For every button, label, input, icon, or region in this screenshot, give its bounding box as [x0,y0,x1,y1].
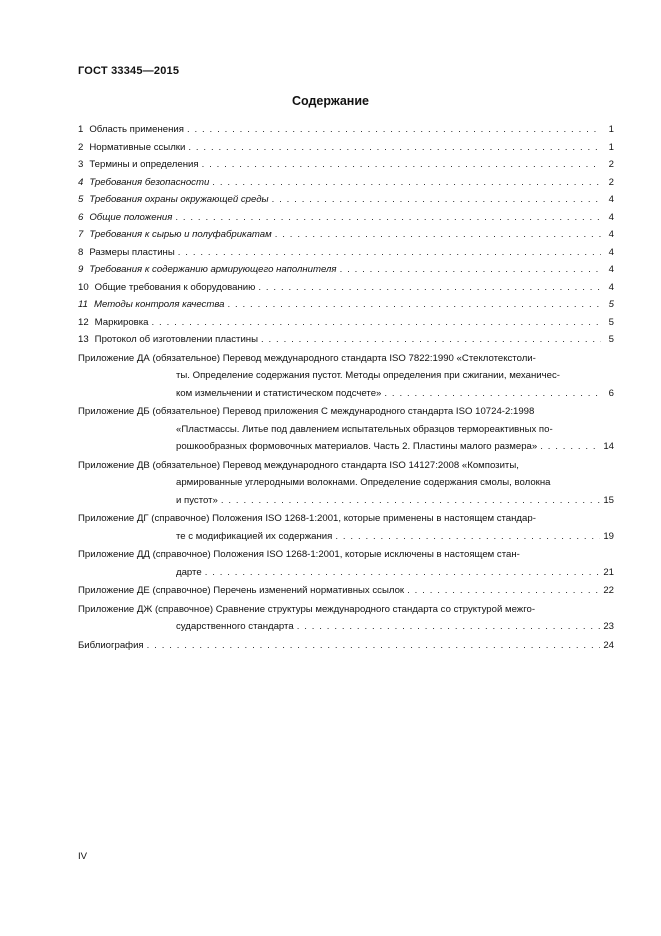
leader-dots [384,385,601,403]
entry-number: 9 [78,264,84,275]
entry-page: 15 [603,494,614,506]
toc-appendix-da[interactable] [78,350,614,403]
toc-bibliography[interactable] [78,637,614,655]
appendix-title-line: рошкообразных формовочных материалов. Часть 2. Пластины малого размера» [176,441,538,452]
entry-page: 4 [608,246,614,258]
toc-entry[interactable] [78,296,614,314]
entry-title: Требования охраны окружающей среды [89,194,269,205]
leader-dots [205,564,601,582]
entry-page: 21 [603,566,614,578]
entry-page: 22 [603,585,614,596]
appendix-heading: Приложение ДВ (обязательное) Перевод международного стандарта ISO 14127:2008 «Композиты, [78,459,519,471]
leader-dots [202,156,601,174]
toc-entry[interactable] [78,139,614,157]
entry-page: 1 [608,141,614,153]
entry-title: Область применения [89,124,184,135]
entry-number: 5 [78,194,84,205]
appendix-title-line: те с модификацией их содержания [176,530,333,542]
leader-dots [407,582,600,600]
entry-title: Термины и определения [89,159,199,170]
appendix-title-line: армированные углеродными волокнами. Определение содержания смолы, волокна [176,477,551,488]
entry-page: 6 [608,387,614,399]
entry-number: 8 [78,246,84,258]
leader-dots [540,438,600,456]
appendix-heading: Приложение ДБ (обязательное) Перевод приложения С международного стандарта ISO 10724-2:1998 [78,406,535,417]
toc-appendix-dv[interactable] [78,457,614,510]
entry-title: Маркировка [94,316,149,328]
entry-page: 4 [608,281,614,293]
appendix-title-line: дарте [176,566,202,578]
appendix-heading: Приложение ДД (справочное) Положения ISO 1268-1:2001, которые исключены в настоящем стан- [78,549,520,560]
entry-number: 11 [78,299,88,310]
appendix-heading: Приложение ДЖ (справочное) Сравнение структуры международного стандарта со структурой межго- [78,603,536,615]
appendix-heading: Приложение ДА (обязательное) Перевод международного стандарта ISO 7822:1990 «Стеклотекстоли- [78,352,536,364]
appendix-title-line: ты. Определение содержания пустот. Методы определения при сжигании, механичес- [176,370,560,381]
entry-number: 7 [78,229,84,240]
appendix-title-line: и пустот» [176,494,218,506]
entry-number: 1 [78,124,84,135]
entry-page: 5 [608,316,614,328]
toc-entry[interactable] [78,174,614,192]
appendix-title-line: сударственного стандарта [176,621,294,632]
toc-entry[interactable] [78,261,614,279]
entry-number: 3 [78,159,84,170]
toc-entry[interactable] [78,121,614,139]
entry-page: 23 [603,621,614,632]
leader-dots [258,279,601,297]
appendix-title-line: ком измельчении и статистическом подсчете» [176,387,382,399]
leader-dots [272,191,601,209]
leader-dots [147,637,601,655]
toc-entry[interactable] [78,209,614,227]
leader-dots [275,226,601,244]
toc-entry[interactable] [78,156,614,174]
entry-title: Общие положения [89,211,173,223]
entry-title: Протокол об изготовлении пластины [94,334,258,345]
leader-dots [297,618,601,636]
leader-dots [178,244,601,262]
entry-title: Методы контроля качества [93,299,225,310]
leader-dots [335,528,600,546]
entry-page: 2 [608,159,614,170]
leader-dots [152,314,601,332]
entry-number: 6 [78,211,84,223]
entry-page: 5 [608,299,614,310]
leader-dots [227,296,601,314]
page-number: IV [78,851,88,862]
toc-entry[interactable] [78,191,614,209]
entry-page: 4 [608,211,614,223]
entry-title: Требования к содержанию армирующего наполнителя [89,264,337,275]
entry-page: 19 [603,530,614,542]
toc-appendix-dzh[interactable] [78,601,614,636]
entry-number: 13 [78,334,89,345]
appendix-title-line: «Пластмассы. Литье под давлением испытательных образцов термореактивных по- [176,423,553,435]
toc-entry[interactable] [78,279,614,297]
entry-number: 12 [78,316,89,328]
leader-dots [188,139,601,157]
entry-page: 2 [608,176,614,188]
toc-entry[interactable] [78,314,614,332]
toc-entry[interactable] [78,244,614,262]
toc-appendix-dd[interactable] [78,546,614,581]
leader-dots [212,174,601,192]
document-header: ГОСТ 33345—2015 [78,65,180,77]
entry-title: Размеры пластины [89,246,175,258]
entry-page: 24 [603,639,614,651]
entry-page: 5 [608,334,614,345]
toc-appendix-db[interactable] [78,403,614,456]
entry-title: Общие требования к оборудованию [94,281,256,293]
toc-appendix-dg[interactable] [78,510,614,545]
leader-dots [221,492,600,510]
entry-page: 14 [603,441,614,452]
entry-number: 10 [78,281,89,293]
entry-title: Требования к сырью и полуфабрикатам [89,229,272,240]
entry-page: 4 [608,194,614,205]
table-of-contents [78,121,614,654]
entry-title: Требования безопасности [89,176,210,188]
leader-dots [175,209,601,227]
entry-title: Библиография [78,639,144,651]
appendix-heading: Приложение ДЕ (справочное) Перечень изменений нормативных ссылок [78,585,405,596]
toc-entry[interactable] [78,331,614,349]
entry-number: 2 [78,141,84,153]
appendix-heading: Приложение ДГ (справочное) Положения ISO 1268-1:2001, которые применены в настоящем стандар- [78,513,536,524]
entry-page: 4 [608,264,614,275]
toc-appendix-de[interactable] [78,582,614,600]
leader-dots [187,121,601,139]
entry-page: 1 [608,124,614,135]
leader-dots [261,331,601,349]
toc-title: Содержание [291,94,369,108]
toc-entry[interactable] [78,226,614,244]
entry-page: 4 [608,229,614,240]
entry-number: 4 [78,176,84,188]
entry-title: Нормативные ссылки [89,141,186,153]
leader-dots [340,261,601,279]
